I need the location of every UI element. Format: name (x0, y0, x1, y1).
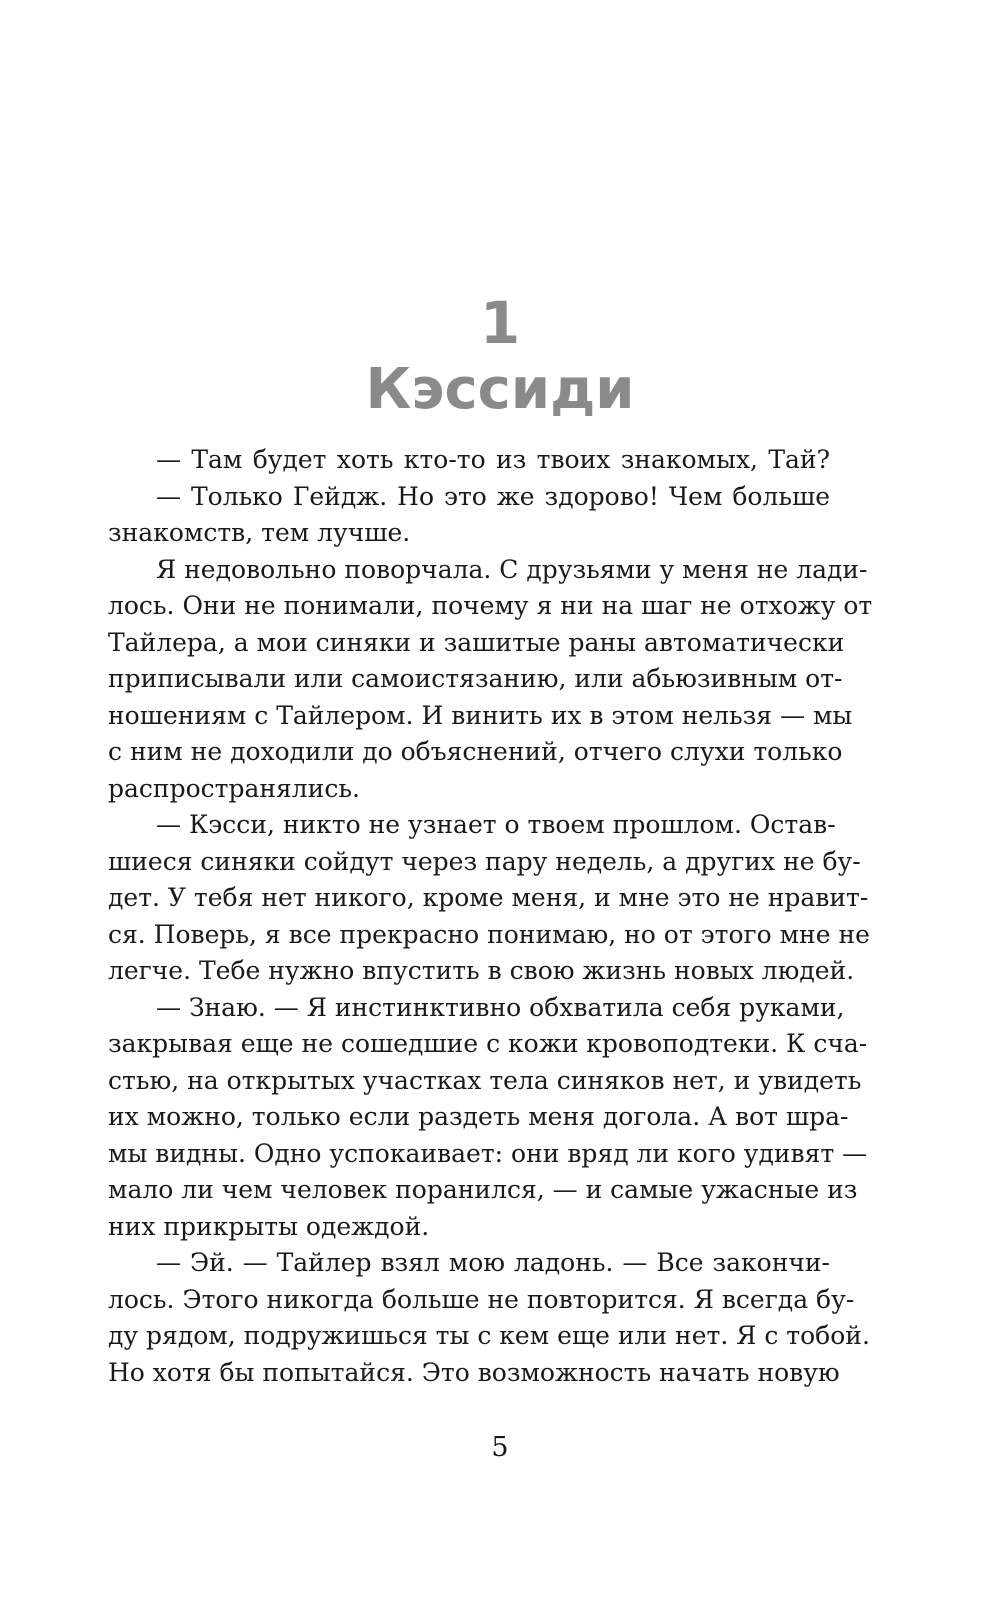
text-line: — Знаю. — Я инстинктивно обхватила себя руками, (156, 992, 845, 1022)
text-line: лось. Этого никогда больше не повторится. Я всегда бу- (108, 1284, 855, 1314)
text-line: ся. Поверь, я все прекрасно понимаю, но от этого мне не (108, 919, 870, 949)
text-line: — Там будет хоть кто-то из твоих знакомых, Тай? (156, 445, 830, 474)
text-line: мало ли чем человек поранился, — и самые ужасные из (108, 1175, 858, 1204)
text-line: мы видны. Одно успокаивает: они вряд ли кого удивят — (108, 1138, 868, 1168)
text-line: с ним не доходили до объяснений, отчего слухи только (108, 737, 843, 766)
text-line: Я недовольно поворчала. С друзьями у меня не лади- (156, 554, 868, 584)
chapter-title: Кэссиди (365, 357, 635, 422)
text-line: — Только Гейдж. Но это же здорово! Чем больше (156, 481, 830, 511)
text-line: лось. Они не понимали, почему я ни на шаг не отхожу от (108, 591, 873, 620)
text-line: Но хотя бы попытайся. Это возможность начать новую (108, 1357, 840, 1387)
text-line: дет. У тебя нет никого, кроме меня, и мне это не нравит- (108, 883, 869, 912)
text-line: Тайлера, а мои синяки и зашитые раны автоматически (108, 627, 845, 657)
text-line: ношениям с Тайлером. И винить их в этом нельзя — мы (108, 700, 853, 730)
text-line: знакомств, тем лучше. (108, 518, 411, 547)
text-line: приписывали или самоистязанию, или абьюзивным от- (108, 664, 843, 693)
text-line: закрывая еще не сошедшие с кожи кровоподтеки. К сча- (108, 1029, 868, 1058)
text-line: ду рядом, подружишься ты с кем еще или нет. Я с тобой. (108, 1321, 870, 1350)
text-line: стью, на открытых участках тела синяков нет, и увидеть (108, 1065, 862, 1095)
text-line: легче. Тебе нужно впустить в свою жизнь новых людей. (108, 956, 855, 985)
text-line: шиеся синяки сойдут через пару недель, а других не бу- (108, 846, 861, 876)
text-line: них прикрыты одеждой. (108, 1211, 430, 1241)
text-line: — Эй. — Тайлер взял мою ладонь. — Все закончи- (156, 1248, 830, 1277)
text-line: их можно, только если раздеть меня догола. А вот шра- (108, 1102, 849, 1131)
text-line: — Кэсси, никто не узнает о твоем прошлом. Остав- (156, 810, 836, 839)
page-number: 5 (491, 1432, 509, 1463)
text-line: распространялись. (108, 773, 360, 803)
chapter-number: 1 (479, 289, 521, 357)
chapter-body (108, 442, 873, 1391)
